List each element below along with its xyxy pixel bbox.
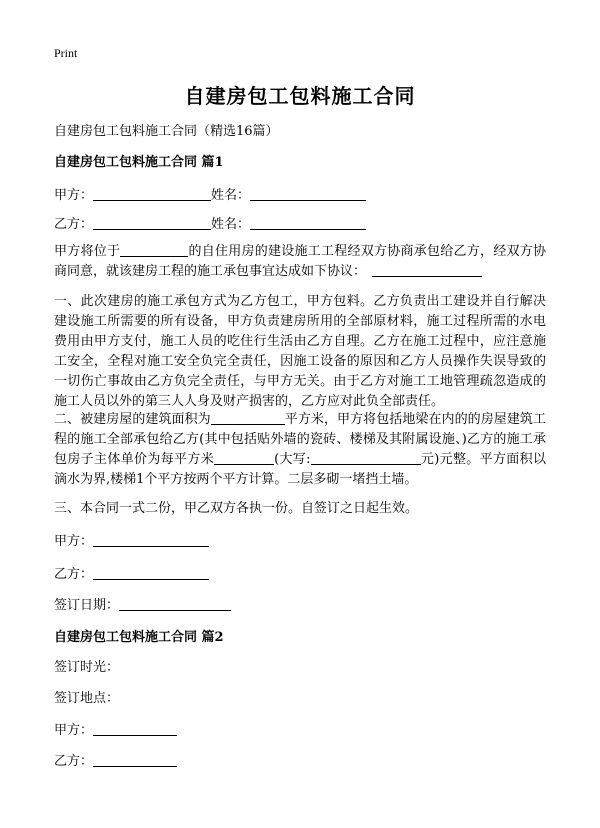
section-heading-2: 自建房包工包料施工合同 篇2 bbox=[54, 630, 224, 645]
intro-paragraph bbox=[54, 242, 546, 282]
party-a-name-blank bbox=[250, 186, 366, 201]
sign-party-a-blank bbox=[93, 532, 209, 547]
party-a-label: 甲方： bbox=[54, 188, 94, 203]
print-link[interactable]: Print bbox=[54, 46, 78, 60]
sign-time-line: 签订时光： bbox=[54, 660, 120, 675]
unit-price-blank bbox=[214, 450, 274, 465]
sign-party-a-label: 甲方： bbox=[54, 534, 94, 549]
section2-party-a-line bbox=[54, 719, 177, 738]
clause-1: 一、此次建房的施工承包方式为乙方包工，甲方包料。乙方负责出工建设并自行解决建设施工所需要的所有设备，甲方负责建房所用的全部原材料，施工过程所需的水电费用由甲方支付，施工人员的吃住行生活由乙方自理。乙方在施工过程中，应注意施工安全，全程对施工安全负完全责任，因施工设备的原因和乙方人员操作失误导致的一切伤亡事故由乙方负完全责任，与甲方无关。由于乙方对施工工地管理疏忽造成的施工人员以外的第三人人身及财产损害的，乙方应对此负全部责任。 bbox=[54, 294, 546, 409]
clause-2-text-c: (大写: bbox=[274, 452, 311, 467]
clause-2 bbox=[54, 410, 546, 490]
sign-party-b-line bbox=[54, 563, 209, 582]
sign-party-a-line bbox=[54, 530, 209, 549]
party-b-label: 乙方： bbox=[54, 217, 94, 232]
clause-2-text-a: 二、被建房屋的建筑面积为 bbox=[54, 412, 211, 427]
agreement-blank bbox=[372, 262, 482, 277]
section-heading-1: 自建房包工包料施工合同 篇1 bbox=[54, 155, 224, 170]
clause-3: 三、本合同一式二份，甲乙双方各执一份。自签订之日起生效。 bbox=[54, 501, 419, 516]
party-a-line bbox=[54, 184, 366, 203]
intro-text-a: 甲方将位于 bbox=[54, 244, 121, 259]
sign-date-blank bbox=[119, 596, 231, 611]
clause-2-text-d: 元)元整。平方面积以滴水为界,楼梯1个平方按两个平方计算。二层多砌一堵挡土墙。 bbox=[54, 452, 546, 487]
party-b-blank bbox=[93, 215, 211, 230]
uppercase-amount-blank bbox=[311, 450, 421, 465]
section2-party-a-label: 甲方： bbox=[54, 723, 94, 738]
party-b-name-blank bbox=[250, 215, 366, 230]
section2-party-a-blank bbox=[93, 721, 177, 736]
section2-party-b-line bbox=[54, 750, 177, 769]
document-subtitle: 自建房包工包料施工合同（精选16篇） bbox=[54, 124, 279, 139]
party-b-line bbox=[54, 213, 366, 232]
area-blank bbox=[211, 410, 285, 425]
intro-text-b: 的自住用房的建设施工工程经双方协商承包给乙方，经双方协商同意，就该建房工程的施工承包事宜达成如下协议： bbox=[54, 244, 546, 279]
location-blank bbox=[120, 242, 188, 257]
document-title: 自建房包工包料施工合同 bbox=[184, 84, 416, 108]
section2-party-b-blank bbox=[93, 752, 177, 767]
sign-party-b-blank bbox=[93, 565, 209, 580]
party-a-blank bbox=[93, 186, 211, 201]
clause-2-text-b: 平方米，甲方将包括地梁在内的的房屋建筑工程的施工全部承包给乙方(其中包括贴外墙的瓷砖、楼梯及其附属设施、)乙方的施工承包房子主体单价为每平方米 bbox=[54, 412, 546, 467]
section2-party-b-label: 乙方： bbox=[54, 754, 94, 769]
name-label: 姓名： bbox=[211, 217, 251, 232]
sign-date-line bbox=[54, 594, 231, 613]
sign-party-b-label: 乙方： bbox=[54, 567, 94, 582]
sign-date-label: 签订日期： bbox=[54, 598, 120, 613]
sign-place-line: 签订地点： bbox=[54, 691, 120, 706]
name-label: 姓名： bbox=[211, 188, 251, 203]
